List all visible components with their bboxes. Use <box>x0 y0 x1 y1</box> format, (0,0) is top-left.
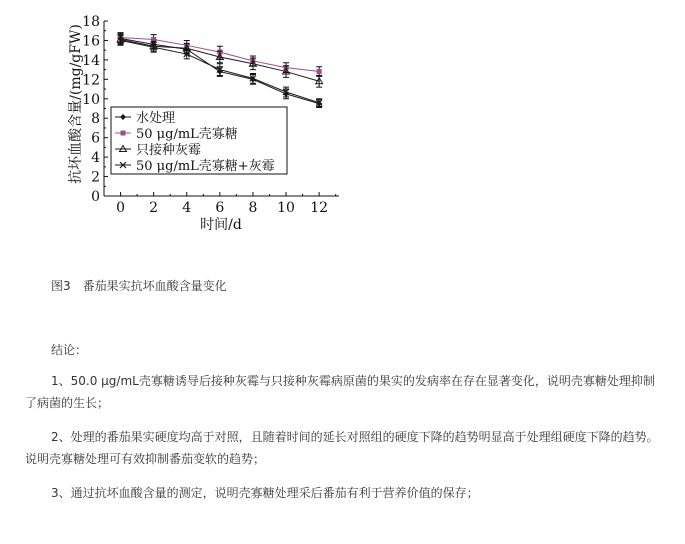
conclusion-label: 结论： <box>51 343 88 357</box>
x-tick-label: 4 <box>182 200 192 216</box>
y-tick-label: 14 <box>82 52 100 69</box>
y-axis-label: 抗坏血酸含量/(mg/gFW) <box>68 24 84 184</box>
conclusion-paragraph-1: 1、50.0 μg/mL壳寡糖诱导后接种灰霉与只接种灰霉病原菌的果实的发病率在存在显著变化，说明壳寡糖处理抑制了病菌的生长； <box>25 374 655 410</box>
conclusion-paragraph-3: 3、通过抗坏血酸含量的测定，说明壳寡糖处理采后番茄有利于营养价值的保存； <box>51 486 479 500</box>
x-tick-label: 12 <box>310 200 329 216</box>
legend-entry-2: 50 μg/mL壳寡糖 <box>136 127 238 142</box>
y-tick-label: 12 <box>82 72 100 89</box>
ascorbic-acid-chart <box>0 0 360 240</box>
legend-entry-4: 50 μg/mL壳寡糖+灰霉 <box>136 159 275 174</box>
conclusion-paragraph-2: 2、处理的番茄果实硬度均高于对照，且随着时间的延长对照组的硬度下降的趋势明显高于处理组硬度下降的趋势。说明壳寡糖处理可有效抑制番茄变软的趋势； <box>25 430 659 466</box>
figure-caption: 图3 番茄果实抗坏血酸含量变化 <box>51 279 227 293</box>
y-tick-label: 0 <box>91 189 100 205</box>
y-tick-label: 2 <box>91 169 100 186</box>
x-tick-label: 8 <box>248 200 258 216</box>
x-tick-label: 2 <box>149 200 159 216</box>
x-tick-label: 6 <box>215 200 225 216</box>
x-axis-label: 时间/d <box>200 217 242 233</box>
x-tick-label: 0 <box>116 200 126 216</box>
data-point <box>317 69 322 74</box>
y-tick-label: 16 <box>82 33 100 50</box>
y-tick-label: 4 <box>91 150 100 167</box>
y-tick-label: 8 <box>91 111 100 128</box>
legend-swatch-marker <box>121 131 126 136</box>
legend-entry-1: 水处理 <box>136 111 176 126</box>
legend-entry-3: 只接种灰霉 <box>136 143 202 158</box>
y-tick-label: 10 <box>82 91 100 108</box>
x-tick-label: 10 <box>277 200 295 216</box>
y-tick-label: 18 <box>82 14 100 30</box>
y-tick-label: 6 <box>91 130 100 147</box>
